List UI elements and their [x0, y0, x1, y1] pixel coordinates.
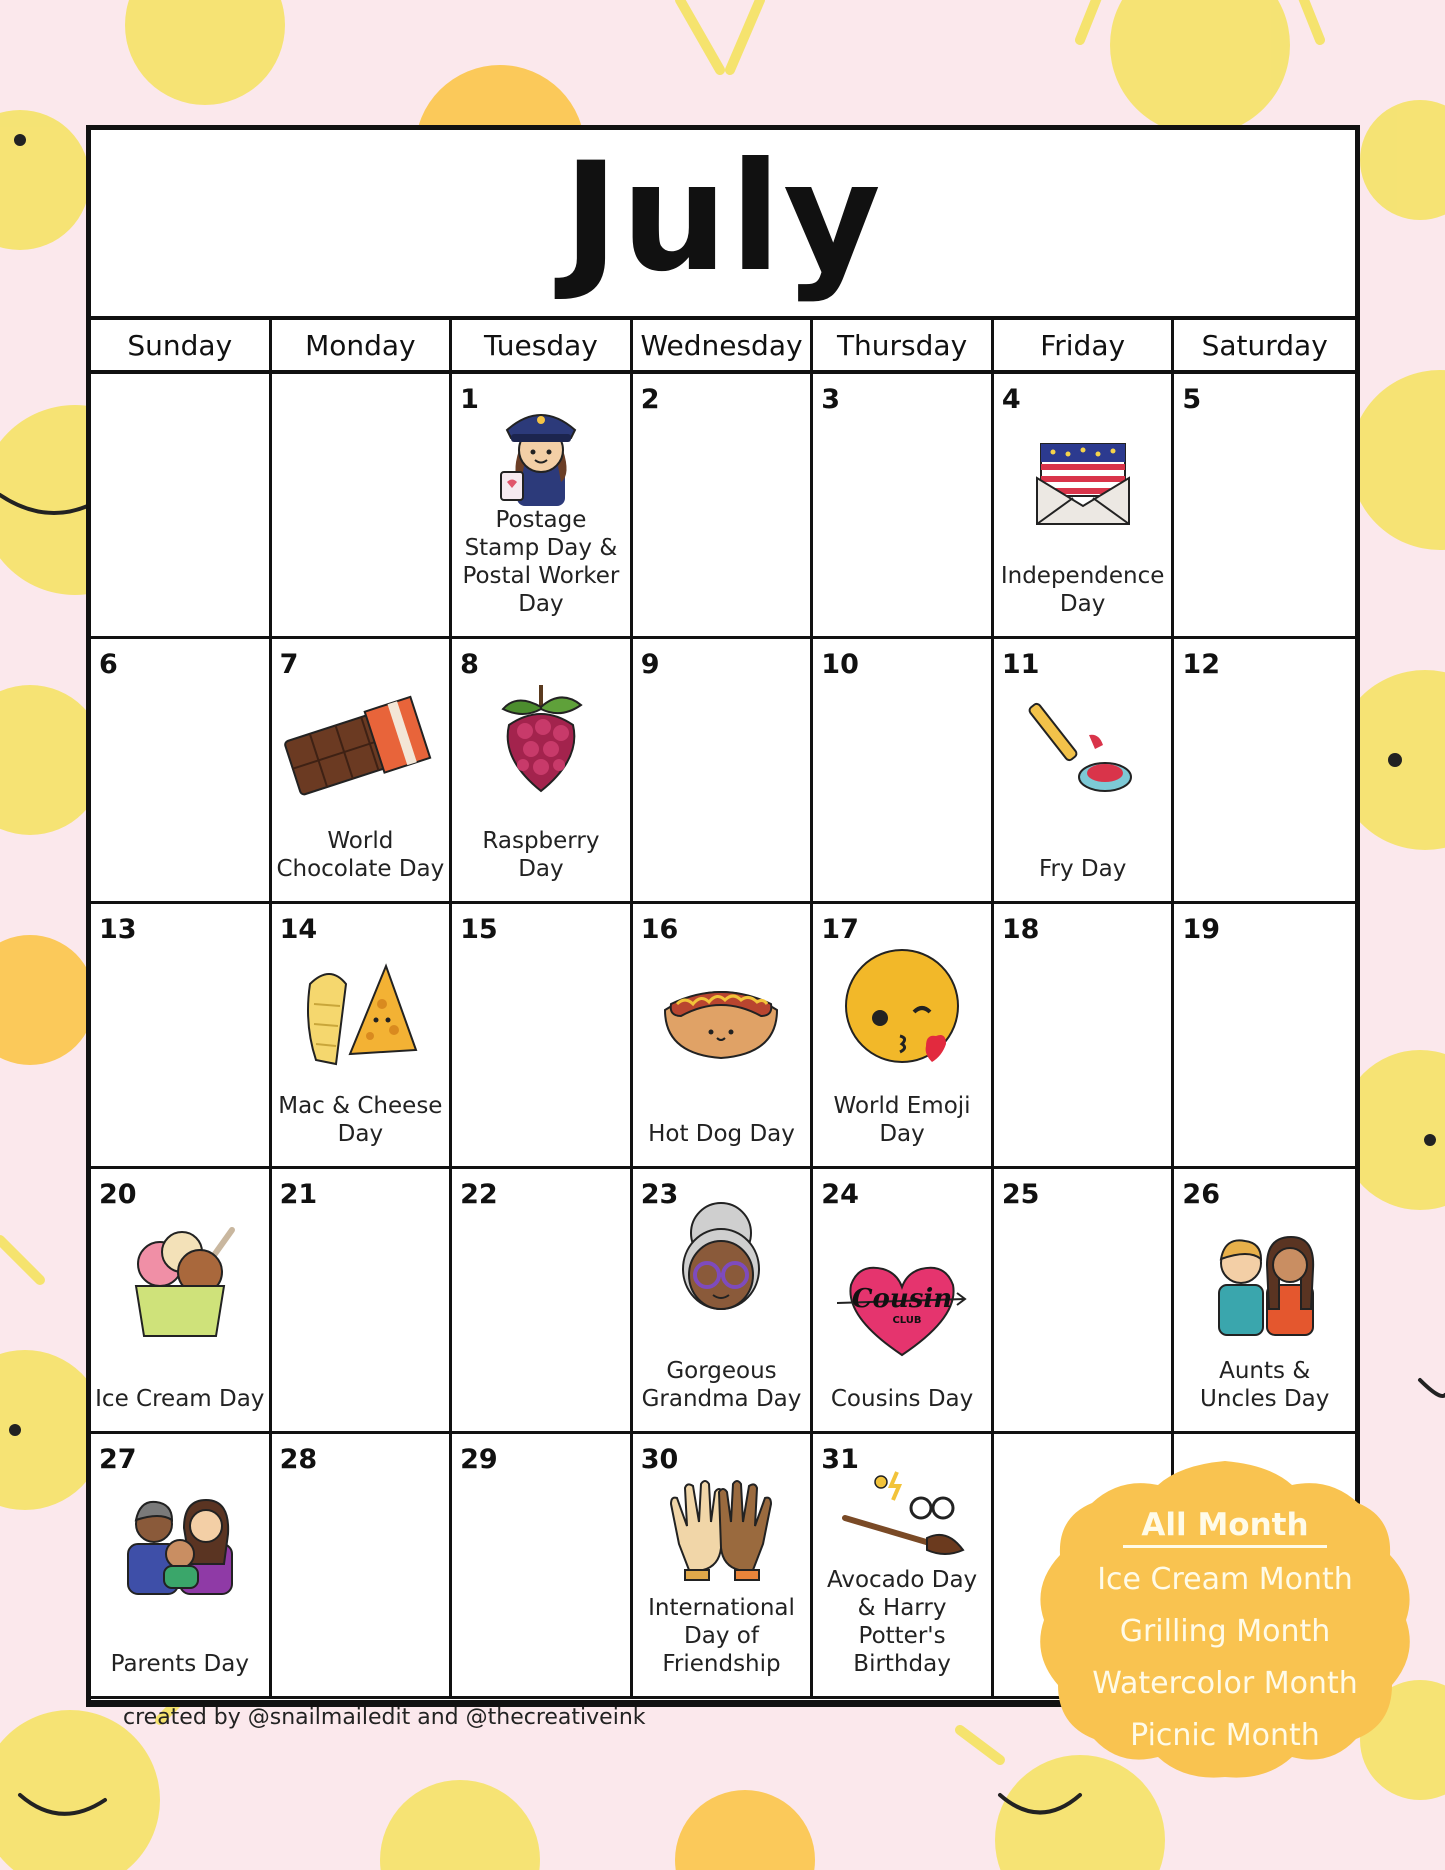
day-cell-27	[91, 1434, 272, 1699]
cousin-club-heart-icon	[837, 1249, 967, 1369]
day-cell-5	[1174, 374, 1355, 639]
day-number: 7	[279, 649, 299, 680]
day-number: 9	[640, 649, 660, 680]
day-label: Aunts & Uncles Day	[1200, 1358, 1330, 1412]
high-five-icon	[661, 1474, 781, 1594]
month-title: July	[563, 131, 883, 305]
day-label: Avocado Day & Harry Potter's Birthday	[826, 1567, 978, 1677]
day-number: 17	[821, 914, 859, 945]
day-number: 29	[460, 1444, 498, 1475]
french-fry-icon	[1023, 689, 1143, 809]
day-number: 2	[640, 384, 660, 415]
day-cell-29	[452, 1434, 633, 1699]
day-cell-10	[813, 639, 994, 904]
all-month-item: Ice Cream Month	[1097, 1562, 1353, 1597]
grandma-icon	[661, 1197, 781, 1317]
day-cell-25	[994, 1169, 1175, 1434]
chocolate-bar-icon	[280, 689, 440, 809]
day-label: Parents Day	[110, 1651, 249, 1677]
day-label: World Chocolate Day	[276, 828, 445, 882]
day-cell-13	[91, 904, 272, 1169]
day-number: 8	[460, 649, 479, 680]
weekday-thursday: Thursday	[813, 320, 994, 370]
day-cell-14	[272, 904, 453, 1169]
flag-envelope-icon	[1023, 414, 1143, 534]
day-number: 22	[460, 1179, 498, 1210]
day-label: Gorgeous Grandma Day	[641, 1358, 802, 1412]
weekday-friday: Friday	[994, 320, 1175, 370]
day-cell-23	[633, 1169, 814, 1434]
hot-dog-icon	[651, 954, 791, 1074]
day-cell-6	[91, 639, 272, 904]
day-number: 3	[821, 384, 841, 415]
day-number: 18	[1001, 914, 1040, 945]
day-cell-11	[994, 639, 1175, 904]
cousin-club-text: Cousin	[851, 1284, 953, 1314]
day-number: 27	[99, 1444, 137, 1475]
day-cell-15	[452, 904, 633, 1169]
day-cell-18	[994, 904, 1175, 1169]
day-number: 13	[99, 914, 137, 945]
day-number: 30	[640, 1444, 679, 1475]
ice-cream-icon	[120, 1224, 240, 1344]
weekday-header	[91, 320, 1355, 374]
day-number: 31	[821, 1444, 859, 1475]
title-row	[91, 130, 1355, 320]
day-cell-4	[994, 374, 1175, 639]
all-month-item: Grilling Month	[1119, 1614, 1331, 1649]
mac-and-cheese-icon	[290, 954, 430, 1074]
all-month-item: Picnic Month	[1130, 1718, 1320, 1753]
aunt-uncle-icon	[1205, 1219, 1325, 1339]
day-cell-17	[813, 904, 994, 1169]
emoji-icon	[842, 946, 962, 1066]
all-month-list	[1030, 1507, 1420, 1762]
day-number: 10	[821, 649, 859, 680]
day-cell-16	[633, 904, 814, 1169]
all-month-badge	[1030, 1455, 1420, 1785]
day-label: Ice Cream Day	[95, 1386, 265, 1412]
day-number: 1	[460, 384, 479, 415]
day-cell-22	[452, 1169, 633, 1434]
day-cell-24	[813, 1169, 994, 1434]
day-number: 20	[99, 1179, 137, 1210]
day-number: 16	[640, 914, 679, 945]
day-cell-21	[272, 1169, 453, 1434]
day-number: 24	[821, 1179, 859, 1210]
weekday-sunday: Sunday	[91, 320, 272, 370]
day-cell-9	[633, 639, 814, 904]
day-number: 28	[279, 1444, 318, 1475]
day-number: 23	[640, 1179, 679, 1210]
postal-worker-icon	[481, 390, 601, 510]
credit-text: created by @snailmailedit and @thecreativeink	[123, 1705, 646, 1730]
day-cell-8	[452, 639, 633, 904]
day-label: Postage Stamp Day & Postal Worker Day	[462, 507, 620, 617]
day-label: Fry Day	[1038, 856, 1127, 882]
day-number: 12	[1182, 649, 1220, 680]
day-cell-19	[1174, 904, 1355, 1169]
day-cell-30	[633, 1434, 814, 1699]
day-cell-2	[633, 374, 814, 639]
day-number: 15	[460, 914, 498, 945]
weekday-wednesday: Wednesday	[633, 320, 814, 370]
raspberry-icon	[481, 679, 601, 799]
day-label: World Emoji Day	[833, 1093, 971, 1147]
day-cell-20	[91, 1169, 272, 1434]
day-cell-1	[452, 374, 633, 639]
day-label: Independence Day	[1000, 563, 1165, 617]
day-number: 21	[279, 1179, 318, 1210]
day-cell-empty	[91, 374, 272, 639]
day-label: International Day of Friendship	[648, 1595, 795, 1677]
day-number: 11	[1001, 649, 1040, 680]
day-number: 14	[279, 914, 318, 945]
weekday-tuesday: Tuesday	[452, 320, 633, 370]
all-month-item: Watercolor Month	[1092, 1666, 1358, 1701]
day-label: Mac & Cheese Day	[278, 1093, 443, 1147]
day-number: 6	[99, 649, 118, 680]
parents-icon	[120, 1484, 240, 1604]
weekday-saturday: Saturday	[1201, 328, 1328, 362]
day-label: Hot Dog Day	[648, 1121, 795, 1147]
day-label: Cousins Day	[830, 1386, 974, 1412]
day-number: 19	[1182, 914, 1220, 945]
day-number: 25	[1001, 1179, 1040, 1210]
day-cell-12	[1174, 639, 1355, 904]
day-cell-3	[813, 374, 994, 639]
day-number: 5	[1182, 384, 1202, 415]
broom-glasses-icon	[837, 1458, 967, 1578]
day-cell-28	[272, 1434, 453, 1699]
day-number: 4	[1001, 384, 1021, 415]
day-cell-7	[272, 639, 453, 904]
day-cell-empty	[272, 374, 453, 639]
cousin-club-subtext: CLUB	[892, 1315, 922, 1326]
day-number: 26	[1182, 1179, 1220, 1210]
all-month-heading: All Month	[1123, 1507, 1326, 1548]
weekday-monday: Monday	[272, 320, 453, 370]
day-cell-26	[1174, 1169, 1355, 1434]
day-cell-31	[813, 1434, 994, 1699]
day-label: Raspberry Day	[482, 828, 600, 882]
